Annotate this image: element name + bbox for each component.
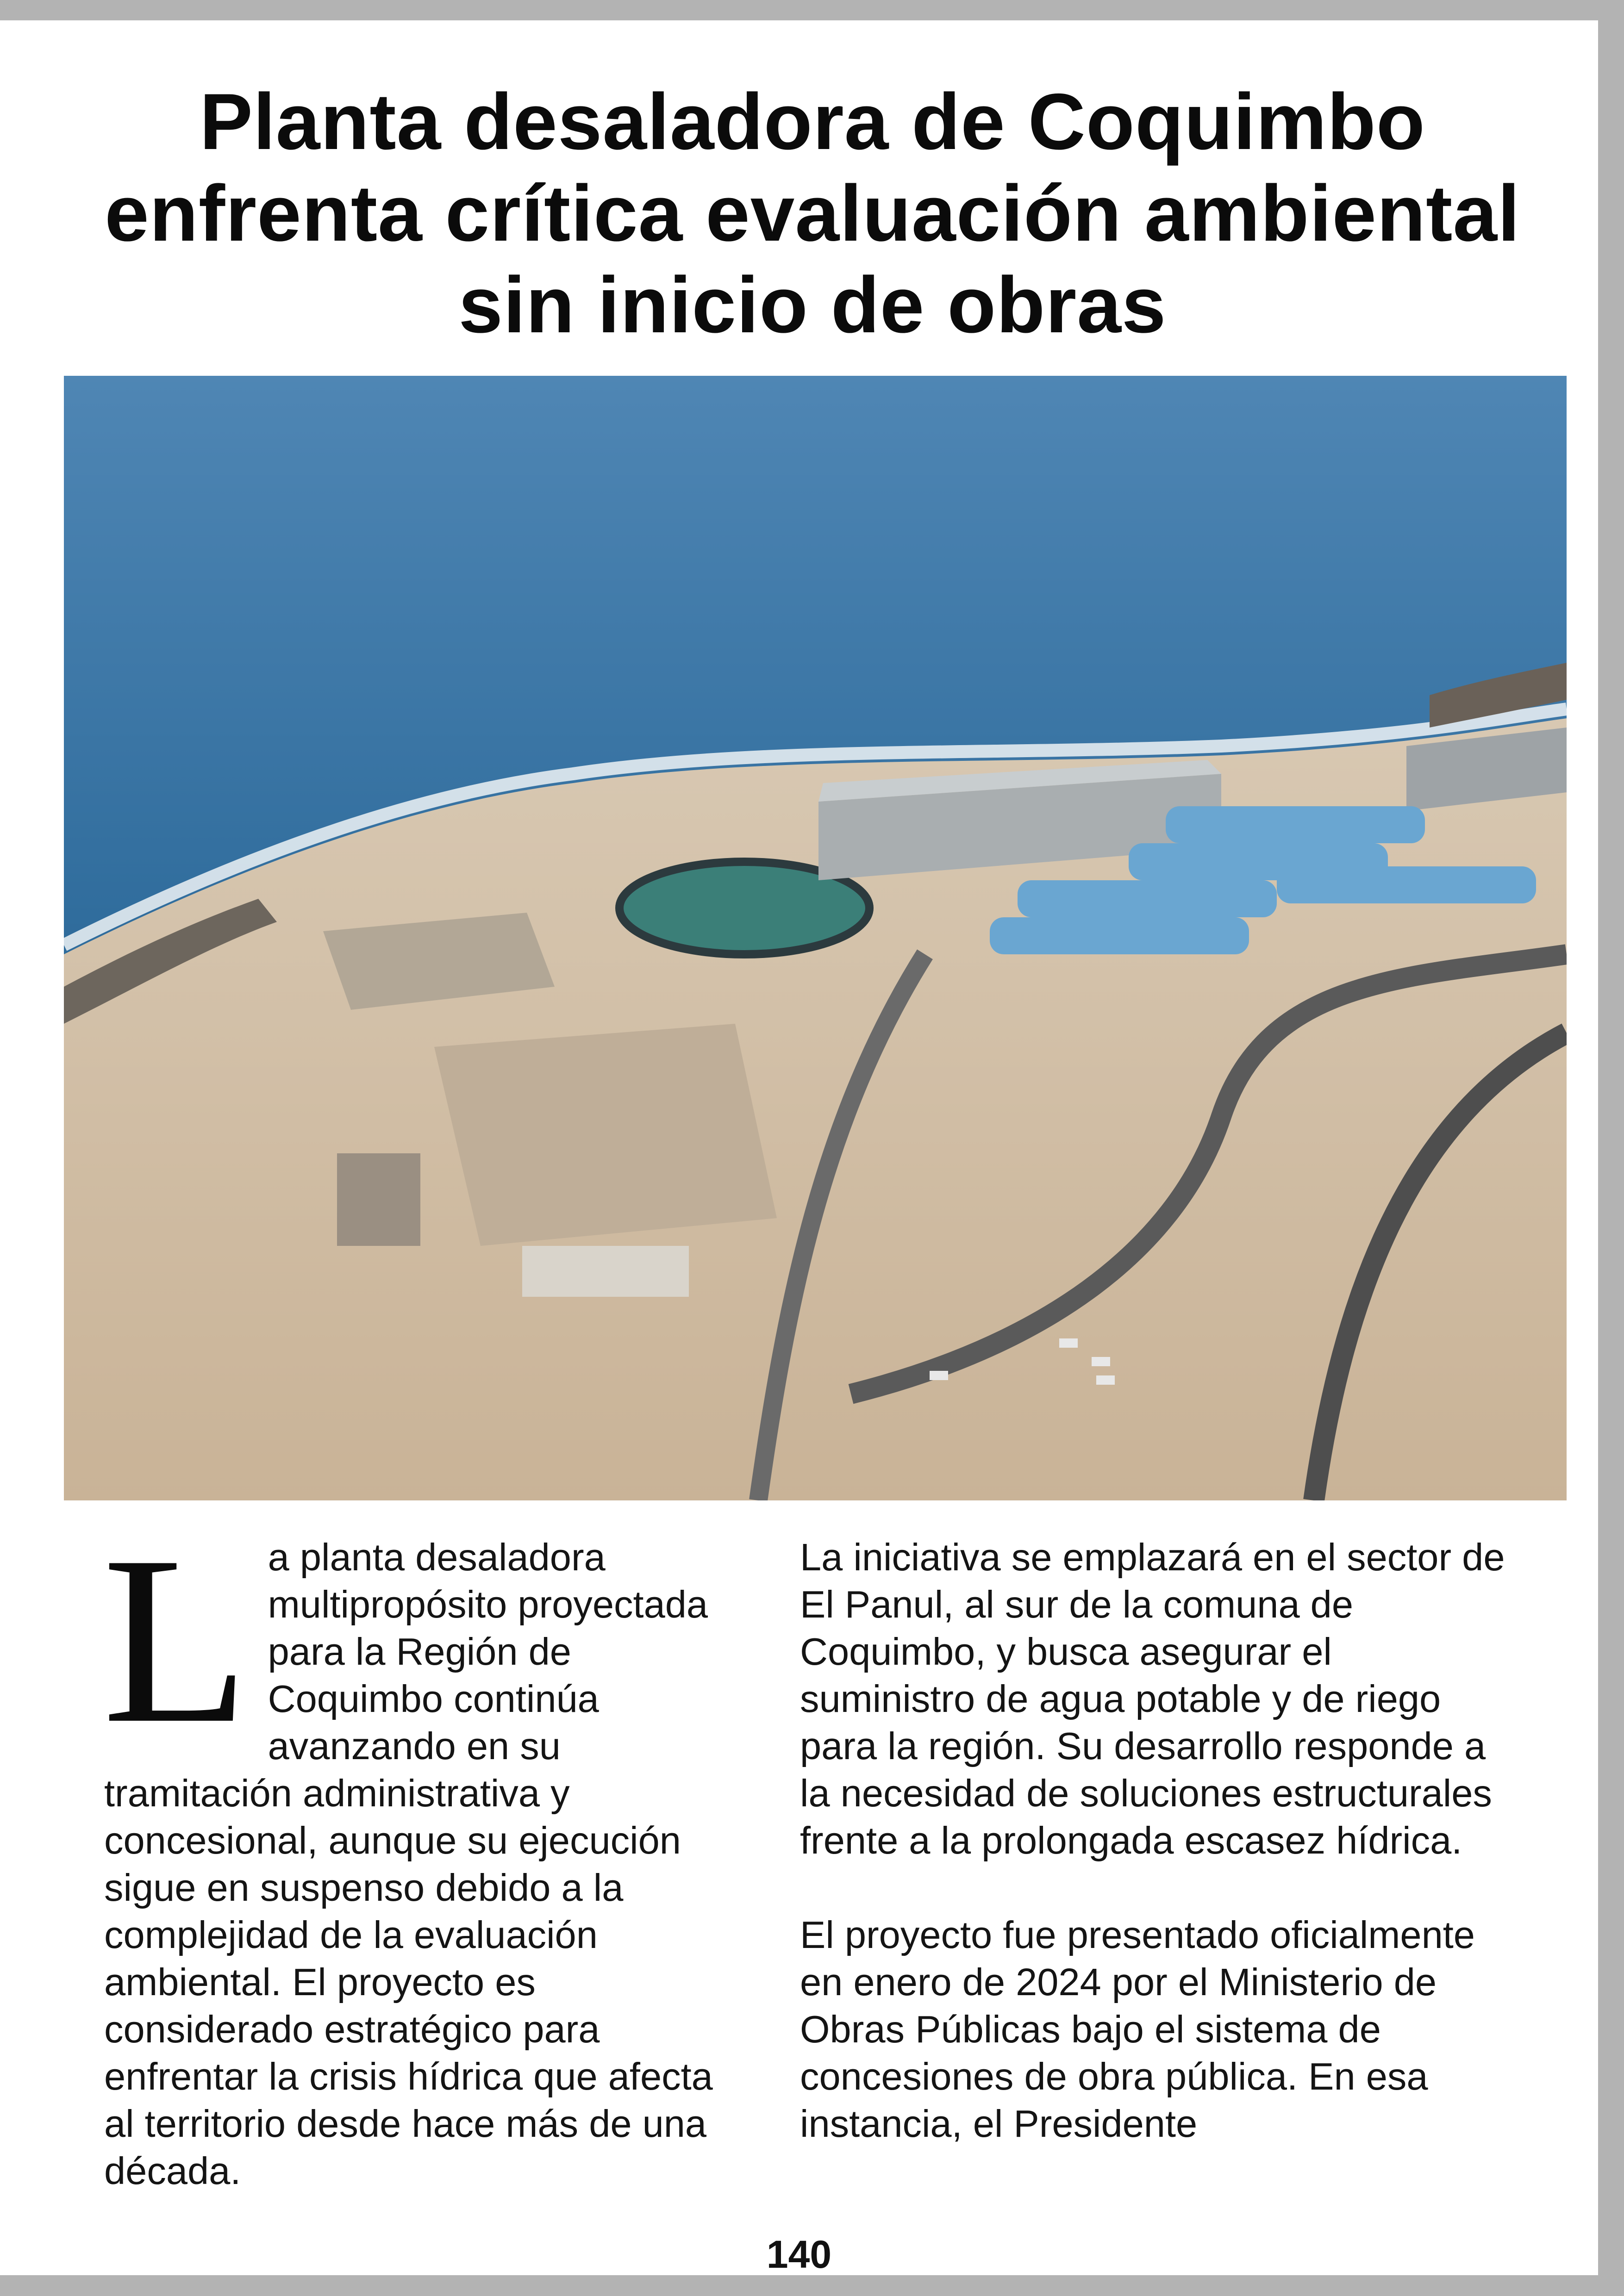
- article-photo: [64, 376, 1567, 1500]
- magazine-page: [0, 20, 1598, 2275]
- paragraph-spacer: [800, 1864, 1513, 1911]
- article-paragraph: El proyecto fue presentado oficialmente en enero de 2024 por el Ministerio de Obras Públicas bajo el sistema de concesiones de obra pública. En esa instancia, el Presidente: [800, 1913, 1475, 2145]
- page-number: 140: [766, 2233, 832, 2275]
- article-column-left: [102, 1507, 720, 2195]
- article-headline: Planta desaladora de Coquimbo enfrenta crítica evaluación ambiental sin inicio de obras: [105, 77, 1520, 349]
- article-paragraph: a planta desaladora multipropósito proyectada para la Región de Coquimbo continúa avanzando en su tramitación administrativa y concesional, aunque su ejecución sigue en suspenso debido a la complejidad de la evaluación ambiental. El proyecto es considerado estratégico para enfrentar la crisis hídrica que afecta al territorio desde hace más de una década.: [104, 1536, 713, 2192]
- article-paragraph: La iniciativa se emplazará en el sector de El Panul, al sur de la comuna de Coquimbo, y busca asegurar el suministro de agua potable y de riego para la región. Su desarrollo responde a la necesidad de soluciones estructurales frente a la prolongada escasez hídrica.: [800, 1536, 1505, 1862]
- drop-cap: L: [102, 1507, 250, 1773]
- article-column-right: [800, 1534, 1513, 2147]
- desalination-plant-aerial-image: [64, 376, 1567, 1500]
